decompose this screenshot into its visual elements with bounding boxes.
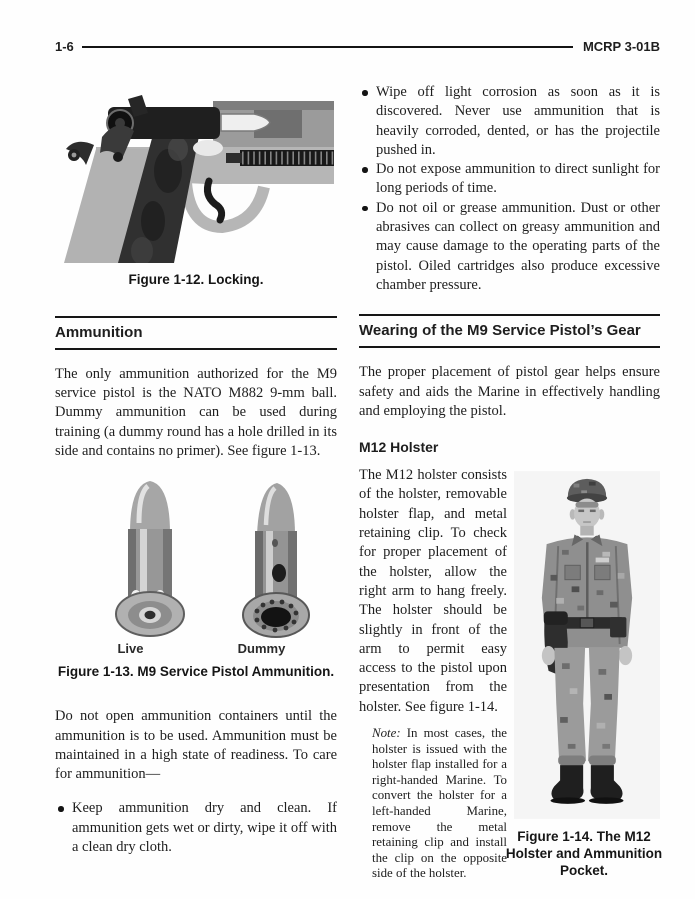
page-header [55,39,660,54]
bullet-text: Wipe off light corrosion as soon as it is discovered. Never use ammunition that is heavily corroded, dented, or has the projectile pushed in. [376,84,660,158]
m12-holster-note [372,726,507,882]
note-label: Note: [372,726,401,741]
ammunition-rounds-photo [65,473,327,639]
right-column [359,80,663,882]
figure-1-14 [505,466,663,882]
note-text: In most cases, the holster is issued with the holster flap installed for a right-handed Marine. To convert the holster for a left-handed Marine, remove the metal retaining clip and install the clip on the opposite side of the holster. [372,726,507,881]
figure-1-12 [55,91,337,289]
ammunition-paragraph-1: The only ammunition authorized for the M9 service pistol is the NATO M882 9-mm ball. Dummy ammunition can be used during training (a dummy round has a hole drilled in its side and contains no primer). See figure 1-13. [55,365,337,460]
header-rule [82,46,573,48]
m12-holster-text [359,466,507,882]
figure-1-14-caption: Figure 1-14. The M12 Holster and Ammunition Pocket. [505,829,663,878]
ammunition-paragraph-2: Do not open ammunition containers until the ammunition is to be used. Ammunition must be maintained in a high state of readiness. To care for ammunition— [55,708,337,783]
list-item [55,799,337,857]
page-number: 1-6 [55,39,74,54]
wearing-gear-intro: The proper placement of pistol gear helps ensure safety and aids the Marine in effectively handling and employing the pistol. [359,364,660,419]
bullet-text: Do not oil or grease ammunition. Dust or other abrasives can collect on greasy ammunition and may cause damage to the operating parts of the pistol. Oiled cartridges also produce excessive chamber pressure. [376,199,660,293]
bullet-dot [359,83,376,160]
m12-holster-paragraph: The M12 holster consists of the holster, removable holster flap, and metal retaining clip. To check for proper placement of the holster, allow the right arm to hang freely. The holster should be slightly in front of the arm to permit easy access to the pistol upon presentation from the holster. See figure 1-14. [359,467,507,715]
label-live: Live [117,641,144,657]
figure-1-13-labels [65,641,327,656]
two-column-body [55,80,663,882]
list-item [359,199,660,295]
bullet-dot [55,799,72,857]
section-heading-wearing-gear: Wearing of the M9 Service Pistol’s Gear [359,314,660,348]
list-item [359,83,660,160]
live-round [116,481,184,636]
bullet-dot [359,160,376,199]
bullet-text: Do not expose ammunition to direct sunlight for long periods of time. [376,161,660,197]
label-dummy: Dummy [237,641,286,657]
bullet-dot [359,199,376,295]
list-item [359,160,660,199]
figure-1-13-caption: Figure 1-13. M9 Service Pistol Ammunition. [57,664,335,680]
subheading-m12-holster: M12 Holster [359,439,439,456]
m12-holster-block [359,466,663,882]
figure-1-13 [55,473,337,681]
bullet-text: Keep ammunition dry and clean. If ammunition gets wet or dirty, wipe it off with a clean dry cloth. [72,800,337,856]
pistol-locking-illustration [58,91,334,263]
ammo-care-bullet-list [359,83,660,295]
section-heading-ammunition: Ammunition [55,316,337,350]
doc-number: MCRP 3-01B [582,39,660,54]
left-column [55,80,337,882]
figure-1-12-caption: Figure 1-12. Locking. [128,272,264,287]
marine-with-holster-photo [514,466,660,824]
dummy-round [243,483,309,637]
